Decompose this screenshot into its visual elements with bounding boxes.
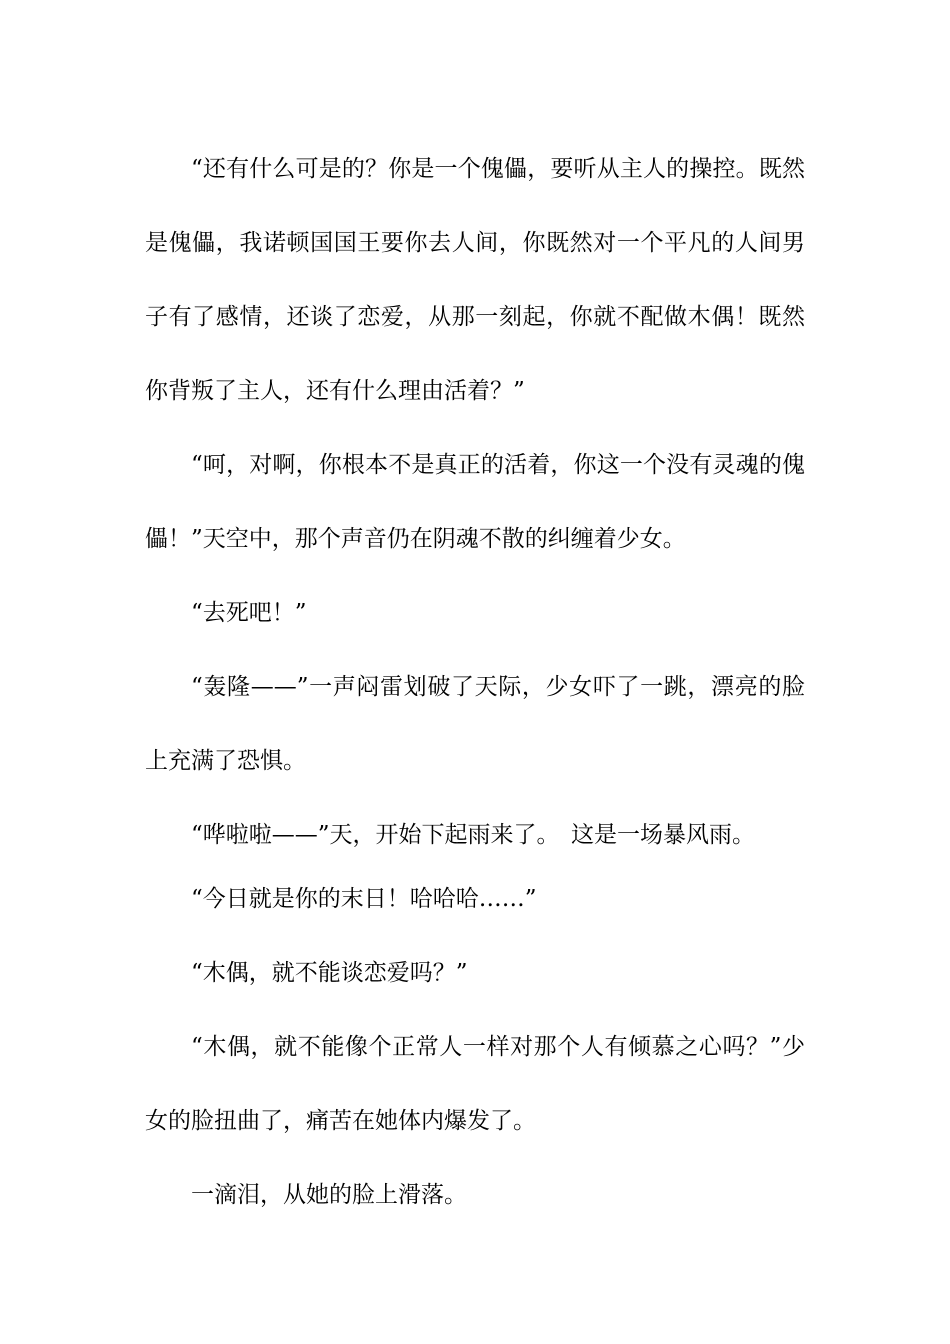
body-text [145, 132, 805, 1232]
paragraph-3: “去死吧！” [191, 600, 307, 626]
paragraph-1: “还有什么可是的？你是一个傀儡，要听从主人的操控。既然是傀儡，我诺顿国国王要你去人间，你既然对一个平凡的人间男子有了感情，还谈了恋爱，从那一刻起，你就不配做木偶！既然你背叛了主人，还有什么理由活着？” [145, 156, 805, 404]
paragraph-2: “呵，对啊，你根本不是真正的活着，你这一个没有灵魂的傀儡！”天空中，那个声音仍在阴魂不散的纠缠着少女。 [145, 452, 805, 552]
paragraph-6: “今日就是你的末日！哈哈哈……” [191, 886, 537, 912]
paragraph-5: “哗啦啦——”天，开始下起雨来了。 这是一场暴风雨。 [191, 822, 756, 848]
paragraph-7: “木偶，就不能谈恋爱吗？” [191, 960, 468, 986]
paragraph-4: “轰隆——”一声闷雷划破了天际，少女吓了一跳，漂亮的脸上充满了恐惧。 [145, 674, 805, 774]
paragraph-8: “木偶，就不能像个正常人一样对那个人有倾慕之心吗？”少女的脸扭曲了，痛苦在她体内爆发了。 [145, 1034, 805, 1134]
paragraph-9: 一滴泪，从她的脸上滑落。 [191, 1182, 467, 1208]
